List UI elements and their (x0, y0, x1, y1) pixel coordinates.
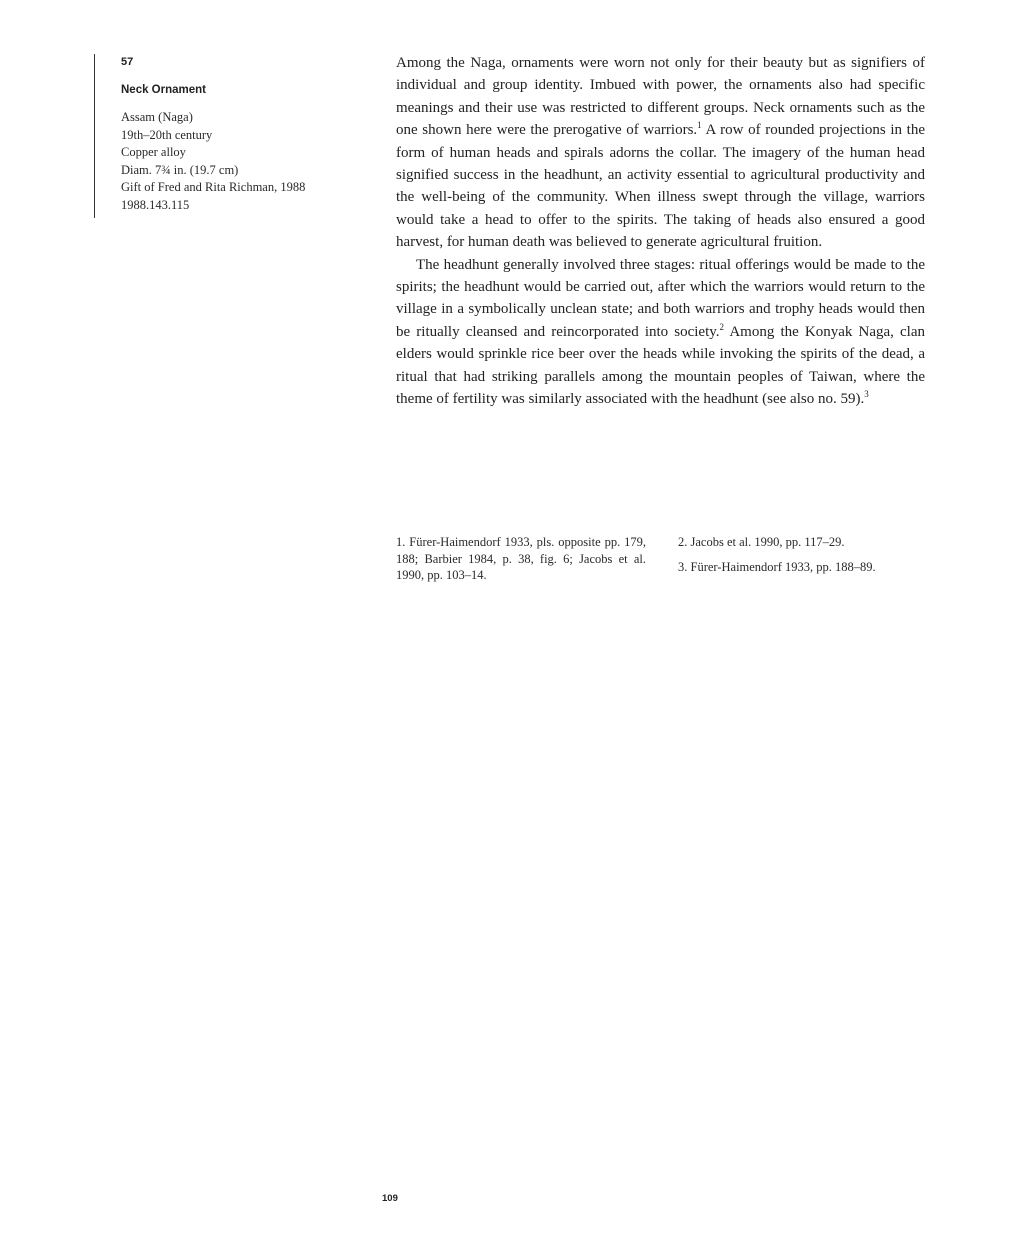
footnote-2: 2. Jacobs et al. 1990, pp. 117–29. (678, 535, 845, 549)
footnote-ref-3: 3 (864, 389, 869, 400)
paragraph-2-text-a: The headhunt generally involved three stages: ritual offerings would be made to the spirits; the headhunt would be carried out, after which the warriors would return to the village in a symbolically unclean state; and both warriors and trophy heads would then be ritually cleansed and reincorporated into society. (396, 256, 925, 340)
object-material: Copper alloy (121, 145, 186, 159)
paragraph-1-text-b: A row of rounded projections in the form of human heads and spirals adorns the collar. The imagery of the human head signified success in the headhunt, an activity essential to agricultural productivity and the well-being of the community. When illness swept through the village, warriors would take a head to offer to the spirits. The taking of heads also ensured a good harvest, for human death was believed to generate agricultural fruition. (396, 122, 925, 251)
footnote-ref-1: 1 (697, 120, 702, 131)
page-number: 109 (382, 1193, 398, 1204)
footnotes-column-right (678, 534, 925, 583)
object-date: 19th–20th century (121, 127, 213, 142)
object-credit: Gift of Fred and Rita Richman, 1988 (121, 180, 306, 194)
footnote-1: 1. Fürer-Haimendorf 1933, pls. opposite pp. 179, 188; Barbier 1984, p. 38, fig. 6; Jacobs et al. 1990, pp. 103–14. (396, 535, 646, 582)
body-text (396, 52, 925, 411)
catalog-entry (94, 54, 381, 218)
object-dimensions: Diam. 7¾ in. (19.7 cm) (121, 162, 239, 177)
object-origin: Assam (Naga) (121, 110, 193, 124)
paragraph-2 (396, 254, 925, 411)
paragraph-2-text-b: Among the Konyak Naga, clan elders would sprinkle rice beer over the heads while invoking the spirits of the dead, a ritual that had striking parallels among the mountain peoples of Taiwan, where the theme of fertility was similarly associated with the headhunt (see also no. 59). (396, 323, 925, 408)
catalog-number: 57 (121, 56, 134, 68)
object-accession: 1988.143.115 (121, 197, 190, 212)
object-title: Neck Ornament (121, 84, 207, 96)
paragraph-1 (396, 52, 925, 254)
footnote-3: 3. Fürer-Haimendorf 1933, pp. 188–89. (678, 559, 876, 574)
paragraph-1-text-a: Among the Naga, ornaments were worn not only for their beauty but as signifiers of individual and group identity. Imbued with power, the ornaments also had specific meanings and their use was restricted to different groups. Neck ornaments such as the one shown here were the prerogative of warriors. (396, 55, 925, 139)
footnotes-column-left (396, 534, 646, 592)
footnote-ref-2: 2 (719, 321, 725, 332)
